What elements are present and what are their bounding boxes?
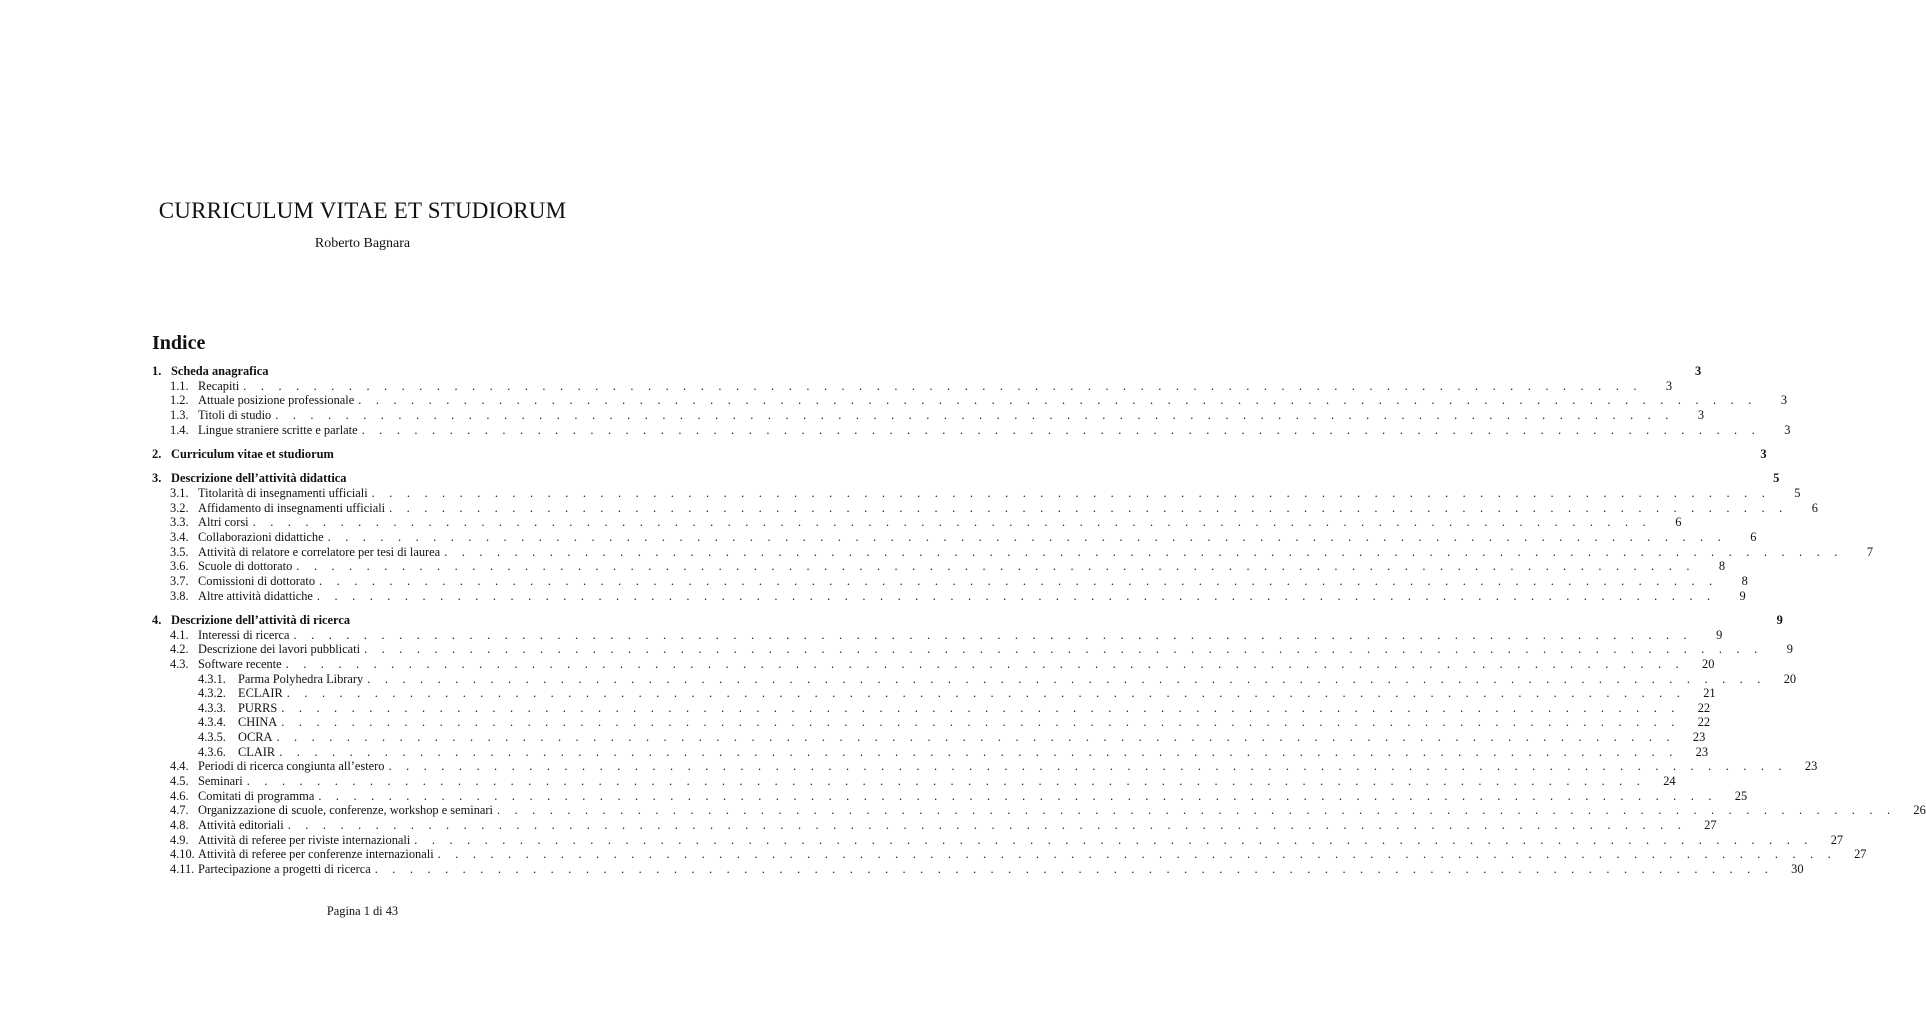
toc-entry[interactable] (152, 486, 1801, 501)
toc-entry[interactable] (152, 422, 1791, 438)
toc-entry-page: 8 (1741, 573, 1748, 588)
toc-dot-leader: . . . . . . . . . . . . . . . . . . . . . . . . . . . . . . . . . . . . . . . . . . . . . . . . . . . . . . . . . . . . . . . . . . . . . . . . . . . . . . . . (374, 861, 1774, 876)
toc-entry-label: Descrizione dell’attività didattica (171, 471, 347, 486)
toc-dot-leader: . . . . . . . . . . . . . . . . . . . . . . . . . . . . . . . . . . . . . . . . . . . . . . . . . . . . . . . . . . . . . . . . . . . . . . . . . . . . . . . . (319, 573, 1718, 588)
toc-entry-label: ECLAIR (238, 686, 283, 701)
toc-entry-number: 3.3. (170, 515, 189, 530)
toc-heading: Indice (152, 332, 206, 354)
toc-entry-number: 4.2. (170, 642, 189, 657)
toc-entry-number: 1.1. (170, 378, 189, 393)
toc-entry[interactable] (152, 847, 1867, 862)
table-of-contents (152, 364, 1926, 877)
toc-entry-number: 4.6. (170, 788, 189, 803)
toc-entry-label: PURRS (238, 700, 278, 715)
toc-entry-label: Affidamento di insegnamenti ufficiali (198, 500, 386, 515)
toc-entry-label: Scheda anagrafica (171, 364, 269, 378)
toc-dot-leader: . . . . . . . . . . . . . . . . . . . . . . . . . . . . . . . . . . . . . . . . . . . . . . . . . . . . . . . . . . . . . . . . . . . . . . . . . . . . . . . . (371, 486, 1771, 501)
toc-dot-leader: . . . . . . . . . . . . . . . . . . . . . . . . . . . . . . . . . . . . . . . . . . . . . . . . . . . . . . . . . . . . . . . . . . . . . . . . . . . . . . . . (276, 730, 1676, 745)
toc-dot-leader: . . . . . . . . . . . . . . . . . . . . . . . . . . . . . . . . . . . . . . . . . . . . . . . . . . . . . . . . . . . . . . . . . . . . . . . . . . . . . . . . (327, 530, 1727, 544)
toc-entry-page: 5 (1794, 486, 1801, 501)
toc-entry-label: OCRA (238, 730, 273, 745)
toc-entry-label: Scuole di dottorato (198, 559, 293, 574)
toc-entry-number: 4.8. (170, 817, 189, 832)
toc-entry-number: 1.2. (170, 393, 189, 408)
toc-entry[interactable] (152, 559, 1726, 574)
toc-dot-leader: . . . . . . . . . . . . . . . . . . . . . . . . . . . . . . . . . . . . . . . . . . . . . . . . . . . . . . . . . . . . . . . . . . . . . . . . . . . . . . . . (275, 407, 1675, 422)
toc-entry-page: 9 (1776, 613, 1783, 627)
toc-entry[interactable] (152, 642, 1793, 657)
toc-entry-page: 3 (1760, 447, 1767, 461)
toc-entry-page: 26 (1913, 803, 1926, 818)
toc-entry[interactable] (152, 730, 1706, 745)
toc-entry-label: Partecipazione a progetti di ricerca (198, 861, 371, 876)
toc-entry[interactable] (152, 744, 1709, 760)
toc-entry[interactable] (152, 686, 1716, 701)
toc-entry-label: CLAIR (238, 744, 276, 759)
toc-entry-number: 4.3.2. (198, 686, 226, 701)
page-footer: Pagina 1 di 43 (326, 904, 399, 918)
toc-entry-page: 21 (1703, 686, 1716, 701)
toc-entry-number: 3.1. (170, 486, 189, 501)
toc-entry-number: 4.11. (170, 861, 195, 876)
toc-dot-leader: . . . . . . . . . . . . . . . . . . . . . . . . . . . . . . . . . . . . . . . . . . . . . . . . . . . . . . . . . . . . . . . . . . . . . . . . . . . . . . . . (279, 744, 1679, 759)
toc-entry-page: 23 (1692, 730, 1706, 745)
toc-entry[interactable] (152, 447, 1767, 462)
toc-dot-leader: . . . . . . . . . . . . . . . . . . . . . . . . . . . . . . . . . . . . . . . . . . . . . . . . . . . . . . . . . . . . . . . . . . . . . . . . . . . . . . . . (252, 515, 1652, 530)
toc-entry-number: 3. (152, 471, 162, 486)
toc-entry-page: 8 (1718, 559, 1726, 574)
toc-entry-number: 4.3.1. (198, 671, 226, 686)
toc-entry-number: 4.10. (170, 847, 195, 862)
toc-entry-label: Comissioni di dottorato (198, 573, 316, 588)
toc-entry-label: Periodi di ricerca congiunta all’estero (198, 759, 385, 774)
toc-entry-label: Attività di referee per riviste internazionali (198, 832, 411, 847)
toc-entry-label: Altre attività didattiche (198, 588, 313, 603)
toc-entry[interactable] (152, 627, 1723, 643)
toc-entry-number: 3.2. (170, 500, 189, 515)
toc-entry[interactable] (152, 393, 1788, 408)
toc-entry-label: Interessi di ricerca (198, 627, 290, 642)
toc-entry-page: 3 (1697, 407, 1705, 422)
toc-entry-label: CHINA (238, 715, 278, 730)
toc-entry[interactable] (152, 364, 1702, 379)
toc-entry[interactable] (152, 832, 1844, 848)
toc-dot-leader: . . . . . . . . . . . . . . . . . . . . . . . . . . . . . . . . . . . . . . . . . . . . . . . . . . . . . . . . . . . . . . . . . . . . . . . . . . . . . . . . (358, 393, 1758, 408)
toc-entry-page: 5 (1773, 471, 1780, 486)
toc-entry[interactable] (152, 759, 1818, 774)
toc-entry-number: 4.3.3. (198, 700, 226, 715)
toc-dot-leader: . . . . . . . . . . . . . . . . . . . . . . . . . . . . . . . . . . . . . . . . . . . . . . . . . . . . . . . . . . . . . . . . . . . . . . . . . . . . . . . . (281, 715, 1681, 730)
toc-entry-page: 3 (1780, 393, 1788, 408)
toc-dot-leader: . . . . . . . . . . . . . . . . . . . . . . . . . . . . . . . . . . . . . . . . . . . . . . . . . . . . . . . . . . . . . . . . . . . . . . . . . . . . . . . . (293, 627, 1693, 642)
toc-dot-leader: . . . . . . . . . . . . . . . . . . . . . . . . . . . . . . . . . . . . . . . . . . . . . . . . . . . . . . . . . . . . . . . . . . . . . . . . . . . . . . . . (496, 803, 1896, 818)
toc-entry[interactable] (152, 700, 1711, 716)
toc-entry-number: 3.4. (170, 530, 189, 544)
toc-entry-label: Collaborazioni didattiche (198, 530, 324, 544)
toc-entry-label: Attuale posizione professionale (198, 393, 355, 408)
toc-entry-page: 27 (1830, 832, 1844, 847)
toc-entry-page: 9 (1739, 588, 1746, 603)
toc-entry-page: 9 (1716, 627, 1723, 642)
toc-entry-number: 3.6. (170, 559, 189, 574)
toc-entry-number: 3.5. (170, 544, 189, 559)
toc-entry-page: 20 (1702, 656, 1715, 671)
toc-entry[interactable] (152, 803, 1926, 818)
toc-entry-number: 3.7. (170, 573, 189, 588)
toc-entry[interactable] (152, 588, 1746, 604)
toc-entry-number: 4.5. (170, 774, 189, 789)
toc-entry[interactable] (152, 671, 1797, 687)
toc-entry-label: Software recente (198, 656, 282, 671)
toc-entry-number: 1. (152, 364, 162, 378)
toc-entry-number: 4.7. (170, 803, 189, 818)
toc-dot-leader: . . . . . . . . . . . . . . . . . . . . . . . . . . . . . . . . . . . . . . . . . . . . . . . . . . . . . . . . . . . . . . . . . . . . . . . . . . . . . . . . (243, 378, 1643, 393)
toc-entry-label: Titoli di studio (198, 407, 272, 422)
toc-entry-page: 3 (1784, 422, 1791, 437)
toc-entry-page: 25 (1734, 788, 1748, 803)
toc-entry-label: Descrizione dei lavori pubblicati (198, 642, 361, 657)
toc-entry[interactable] (152, 544, 1874, 560)
toc-entry-label: Attività editoriali (198, 817, 284, 832)
toc-entry[interactable] (152, 573, 1748, 589)
toc-entry-number: 1.4. (170, 422, 189, 437)
toc-entry[interactable] (152, 500, 1818, 516)
toc-entry[interactable] (152, 817, 1717, 833)
toc-entry-number: 1.3. (170, 407, 189, 422)
toc-dot-leader: . . . . . . . . . . . . . . . . . . . . . . . . . . . . . . . . . . . . . . . . . . . . . . . . . . . . . . . . . . . . . . . . . . . . . . . . . . . . . . . . (318, 788, 1718, 803)
toc-entry-label: Attività di referee per conferenze internazionali (198, 847, 434, 862)
toc-entry[interactable] (152, 613, 1783, 628)
toc-dot-leader: . . . . . . . . . . . . . . . . . . . . . . . . . . . . . . . . . . . . . . . . . . . . . . . . . . . . . . . . . . . . . . . . . . . . . . . . . . . . . . . . (316, 588, 1716, 603)
toc-entry-label: Attività di relatore e correlatore per tesi di laurea (198, 544, 441, 559)
toc-entry-label: Organizzazione di scuole, conferenze, workshop e seminari (198, 803, 493, 818)
toc-dot-leader: . . . . . . . . . . . . . . . . . . . . . . . . . . . . . . . . . . . . . . . . . . . . . . . . . . . . . . . . . . . . . . . . . . . . . . . . . . . . . . . . (281, 700, 1681, 715)
toc-dot-leader: . . . . . . . . . . . . . . . . . . . . . . . . . . . . . . . . . . . . . . . . . . . . . . . . . . . . . . . . . . . . . . . . . . . . . . . . . . . . . . . . (246, 774, 1646, 789)
toc-entry-page: 23 (1695, 744, 1709, 759)
toc-entry-label: Recapiti (198, 378, 240, 393)
toc-entry-page: 22 (1697, 700, 1711, 715)
toc-entry[interactable] (152, 656, 1715, 672)
toc-entry-number: 4.9. (170, 832, 189, 847)
document-author: Roberto Bagnara (314, 236, 411, 251)
toc-entry-number: 4. (152, 613, 162, 627)
toc-dot-leader: . . . . . . . . . . . . . . . . . . . . . . . . . . . . . . . . . . . . . . . . . . . . . . . . . . . . . . . . . . . . . . . . . . . . . . . . . . . . . . . . (285, 656, 1685, 671)
toc-entry-page: 6 (1675, 515, 1682, 530)
toc-entry-number: 2. (152, 447, 162, 461)
toc-entry-page: 6 (1811, 500, 1818, 515)
toc-entry[interactable] (152, 471, 1780, 486)
toc-entry[interactable] (152, 774, 1676, 789)
toc-entry[interactable] (152, 378, 1673, 394)
toc-dot-leader: . . . . . . . . . . . . . . . . . . . . . . . . . . . . . . . . . . . . . . . . . . . . . . . . . . . . . . . . . . . . . . . . . . . . . . . . . . . . . . . . (389, 500, 1788, 515)
toc-entry-label: Seminari (198, 774, 243, 789)
toc-dot-leader: . . . . . . . . . . . . . . . . . . . . . . . . . . . . . . . . . . . . . . . . . . . . . . . . . . . . . . . . . . . . . . . . . . . . . . . . . . . . . . . . (361, 422, 1761, 437)
toc-entry-label: Titolarità di insegnamenti ufficiali (198, 486, 368, 501)
toc-entry-page: 30 (1791, 861, 1804, 876)
toc-entry-number: 3.8. (170, 588, 189, 603)
toc-entry-label: Altri corsi (198, 515, 249, 530)
toc-entry-number: 4.3.4. (198, 715, 226, 730)
toc-entry-page: 24 (1663, 774, 1676, 789)
toc-entry-label: Parma Polyhedra Library (238, 671, 364, 686)
toc-entry-page: 3 (1665, 378, 1673, 393)
toc-entry[interactable] (152, 530, 1757, 545)
toc-entry-label: Curriculum vitae et studiorum (171, 447, 334, 461)
toc-entry-page: 3 (1695, 364, 1702, 378)
toc-dot-leader: . . . . . . . . . . . . . . . . . . . . . . . . . . . . . . . . . . . . . . . . . . . . . . . . . . . . . . . . . . . . . . . . . . . . . . . . . . . . . . . . (437, 847, 1837, 862)
toc-entry-number: 4.3.5. (198, 730, 226, 745)
toc-entry[interactable] (152, 788, 1748, 804)
toc-entry[interactable] (152, 407, 1705, 423)
toc-entry-label: Comitati di programma (198, 788, 315, 803)
document-title: CURRICULUM VITAE ET STUDIORUM (158, 198, 567, 223)
toc-dot-leader: . . . . . . . . . . . . . . . . . . . . . . . . . . . . . . . . . . . . . . . . . . . . . . . . . . . . . . . . . . . . . . . . . . . . . . . . . . . . . . . . (286, 686, 1686, 701)
toc-entry-page: 27 (1854, 847, 1867, 862)
toc-entry-page: 22 (1697, 715, 1711, 730)
toc-entry-number: 4.4. (170, 759, 189, 774)
toc-dot-leader: . . . . . . . . . . . . . . . . . . . . . . . . . . . . . . . . . . . . . . . . . . . . . . . . . . . . . . . . . . . . . . . . . . . . . . . . . . . . . . . . (388, 759, 1788, 774)
toc-entry-number: 4.1. (170, 627, 189, 642)
toc-dot-leader: . . . . . . . . . . . . . . . . . . . . . . . . . . . . . . . . . . . . . . . . . . . . . . . . . . . . . . . . . . . . . . . . . . . . . . . . . . . . . . . . (444, 544, 1844, 559)
toc-dot-leader: . . . . . . . . . . . . . . . . . . . . . . . . . . . . . . . . . . . . . . . . . . . . . . . . . . . . . . . . . . . . . . . . . . . . . . . . . . . . . . . . (296, 559, 1696, 574)
toc-entry[interactable] (152, 515, 1682, 530)
toc-dot-leader: . . . . . . . . . . . . . . . . . . . . . . . . . . . . . . . . . . . . . . . . . . . . . . . . . . . . . . . . . . . . . . . . . . . . . . . . . . . . . . . . (364, 642, 1763, 657)
toc-entry[interactable] (152, 715, 1711, 730)
toc-entry-page: 7 (1866, 544, 1874, 559)
toc-entry-page: 6 (1750, 530, 1757, 544)
toc-dot-leader: . . . . . . . . . . . . . . . . . . . . . . . . . . . . . . . . . . . . . . . . . . . . . . . . . . . . . . . . . . . . . . . . . . . . . . . . . . . . . . . . (287, 817, 1687, 832)
toc-entry-label: Lingue straniere scritte e parlate (198, 422, 358, 437)
toc-entry-page: 20 (1783, 671, 1797, 686)
toc-entry-number: 4.3. (170, 656, 189, 671)
toc-entry-page: 9 (1786, 642, 1793, 657)
toc-dot-leader: . . . . . . . . . . . . . . . . . . . . . . . . . . . . . . . . . . . . . . . . . . . . . . . . . . . . . . . . . . . . . . . . . . . . . . . . . . . . . . . . (367, 671, 1767, 686)
toc-dot-leader: . . . . . . . . . . . . . . . . . . . . . . . . . . . . . . . . . . . . . . . . . . . . . . . . . . . . . . . . . . . . . . . . . . . . . . . . . . . . . . . . (414, 832, 1814, 847)
toc-entry[interactable] (152, 861, 1804, 877)
toc-entry-label: Descrizione dell’attività di ricerca (171, 613, 351, 627)
toc-entry-page: 27 (1704, 817, 1717, 832)
toc-entry-page: 23 (1804, 759, 1818, 774)
toc-entry-number: 4.3.6. (198, 744, 226, 759)
